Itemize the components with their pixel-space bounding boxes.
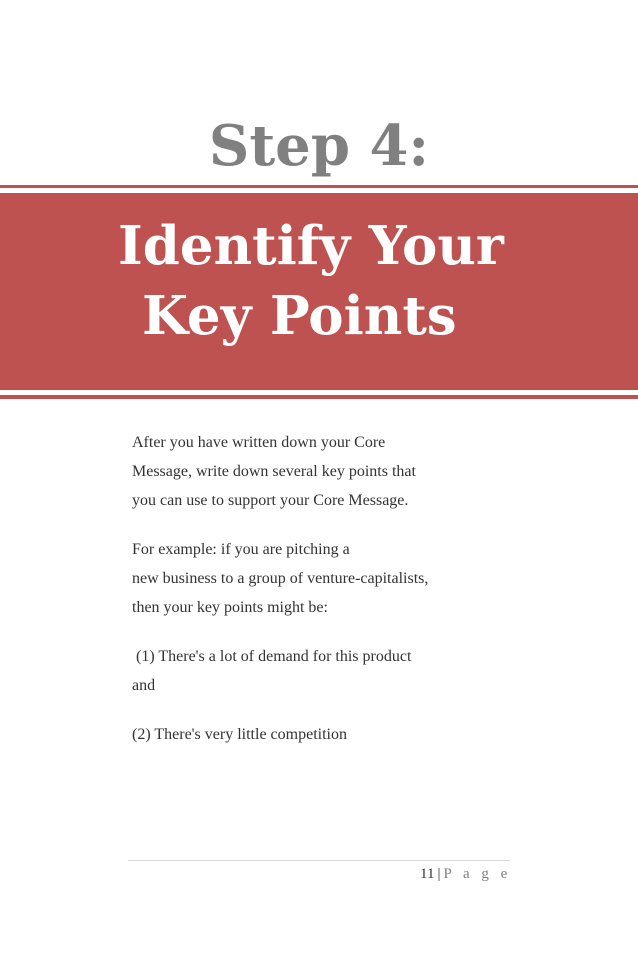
intro-paragraph [132, 428, 512, 515]
banner-top-rule [0, 185, 638, 188]
example-paragraph [132, 535, 512, 622]
step-heading: Step 4: [208, 113, 430, 179]
text-line: you can use to support your Core Message. [132, 492, 409, 509]
text-line: and [132, 677, 156, 694]
key-point-2 [132, 720, 512, 749]
page-footer [420, 864, 511, 884]
page-label: P a g e [443, 866, 512, 882]
text-line: Message, write down several key points that [132, 463, 416, 480]
banner-bottom-rule [0, 395, 638, 399]
text-line: (2) There's very little competition [132, 726, 347, 743]
footer-divider [128, 860, 510, 861]
body-text [132, 428, 512, 769]
text-line: (1) There's a lot of demand for this product [132, 648, 412, 665]
page-number: 11 [420, 866, 435, 882]
footer-separator: | [437, 866, 441, 882]
key-point-1 [132, 642, 512, 700]
text-line: After you have written down your Core [132, 434, 386, 451]
chapter-title-line-1: Identify Your [118, 215, 504, 277]
text-line: new business to a group of venture-capitalists, [132, 570, 429, 587]
chapter-title-line-2: Key Points [142, 285, 457, 347]
text-line: For example: if you are pitching a [132, 541, 350, 558]
title-banner [0, 185, 638, 399]
text-line: then your key points might be: [132, 599, 328, 616]
chapter-title [118, 211, 538, 351]
